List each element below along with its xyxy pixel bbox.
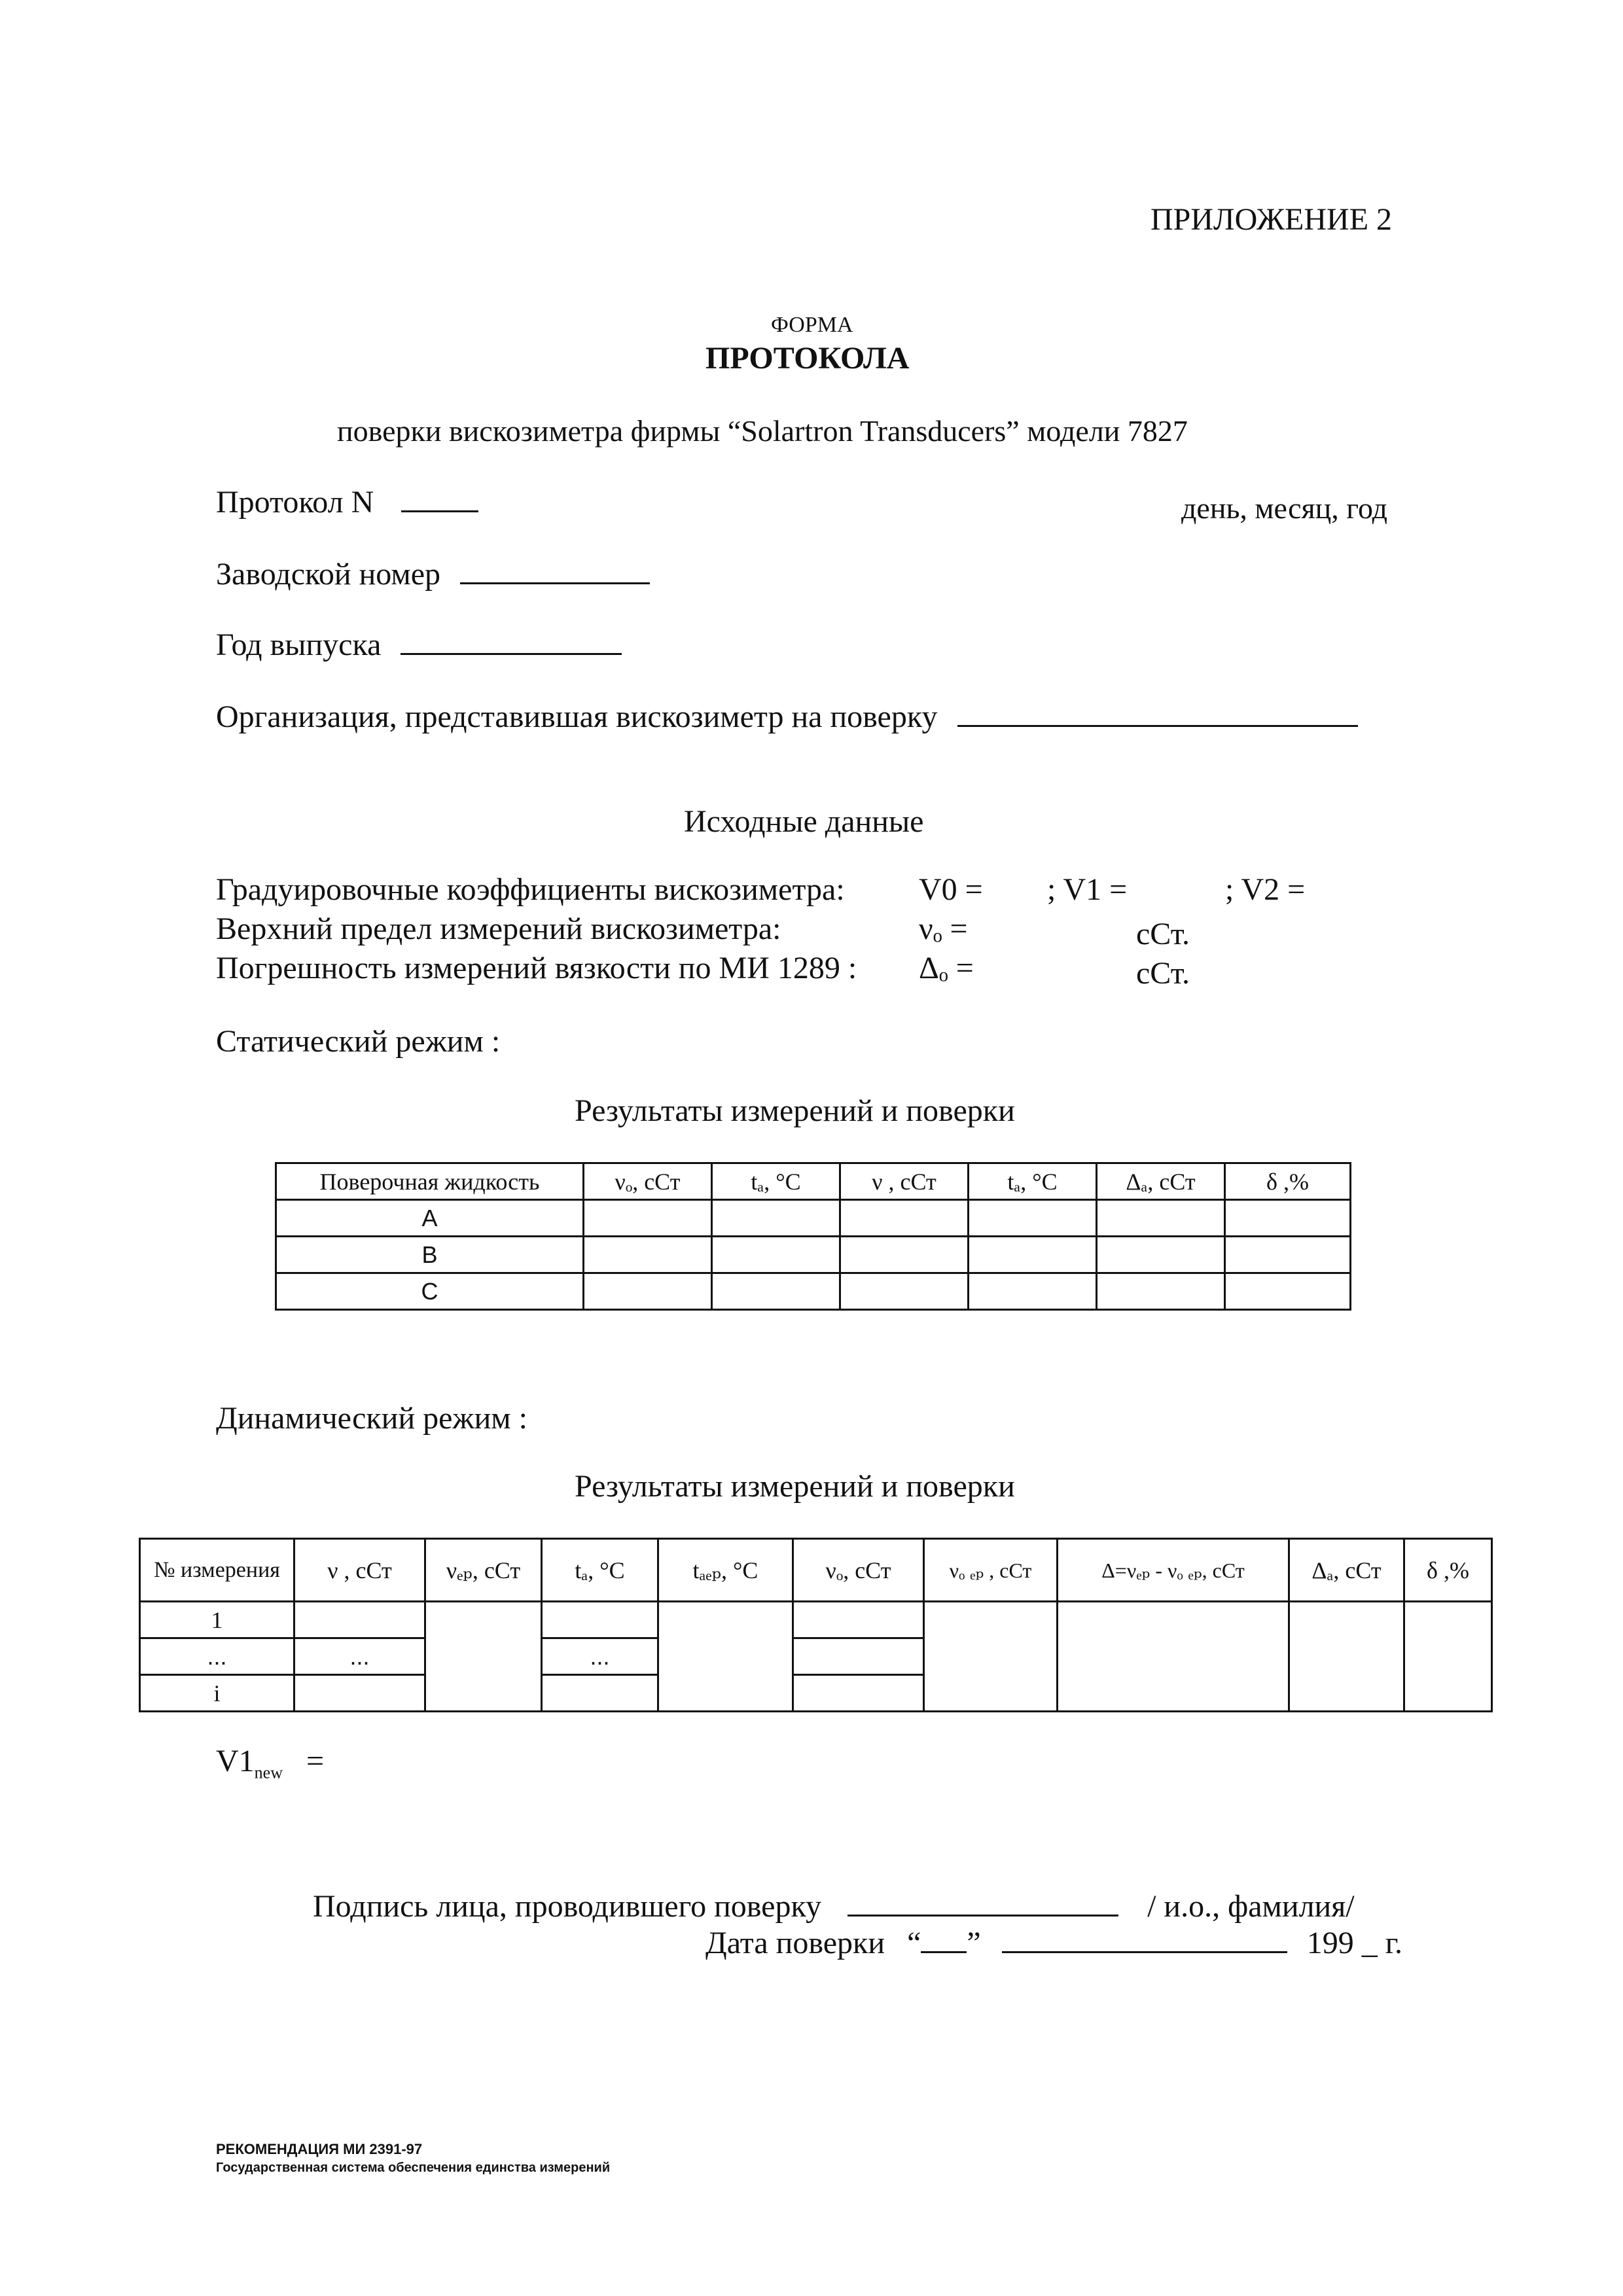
dynamic-header-cell: δ ,%	[1404, 1539, 1492, 1602]
v1-new-equals: =	[306, 1744, 325, 1778]
table-cell	[294, 1675, 425, 1712]
table-cell	[425, 1602, 542, 1712]
organization-label: Организация, представившая вискозиметр на поверку	[216, 699, 938, 734]
table-cell	[712, 1237, 840, 1273]
serial-number-line	[460, 556, 650, 584]
table-cell	[1225, 1273, 1351, 1310]
fluid-cell: А	[276, 1200, 584, 1237]
dynamic-mode-label: Динамический режим :	[216, 1401, 527, 1436]
table-cell: ...	[542, 1638, 658, 1675]
static-table-header	[276, 1163, 1351, 1200]
error-symbol: Δₒ =	[919, 951, 974, 985]
signature-label: Подпись лица, проводившего поверку	[313, 1889, 822, 1924]
dynamic-results-heading: Результаты измерений и поверки	[575, 1469, 1015, 1504]
table-row	[276, 1200, 1351, 1237]
quote-close: ”	[967, 1926, 981, 1960]
table-cell	[793, 1602, 924, 1638]
day-line	[921, 1925, 967, 1953]
appendix-label: ПРИЛОЖЕНИЕ 2	[1150, 202, 1393, 237]
static-header-cell: tₐ, °С	[969, 1163, 1097, 1200]
signature-line	[847, 1888, 1118, 1916]
static-header-cell: δ ,%	[1225, 1163, 1351, 1200]
dynamic-results-table	[139, 1538, 1493, 1712]
form-subtitle: поверки вискозиметра фирмы “Solartron Transducers” модели 7827	[337, 414, 1188, 448]
coef-v1: ; V1 =	[1047, 872, 1128, 907]
year-label: Год выпуска	[216, 627, 382, 662]
signature-name-hint: / и.о., фамилия/	[1147, 1889, 1355, 1924]
serial-number-field	[216, 556, 650, 592]
table-cell	[1225, 1237, 1351, 1273]
v1-new-field	[216, 1743, 324, 1783]
table-cell	[1404, 1602, 1492, 1712]
static-header-cell: ν , сСт	[840, 1163, 969, 1200]
month-line	[1002, 1925, 1287, 1953]
table-row	[140, 1602, 1492, 1638]
organization-field	[216, 699, 1358, 735]
dynamic-header-cell: Δₐ, сСт	[1289, 1539, 1404, 1602]
table-cell	[840, 1200, 969, 1237]
date-label: день, месяц, год	[1181, 491, 1388, 525]
static-header-cell: Δₐ, сСт	[1097, 1163, 1225, 1200]
table-cell	[840, 1237, 969, 1273]
form-title: ПРОТОКОЛА	[705, 341, 910, 376]
protocol-number-field	[216, 484, 478, 520]
dynamic-header-cell: νₒ ₑₚ , сСт	[924, 1539, 1058, 1602]
table-cell	[294, 1602, 425, 1638]
table-cell	[542, 1675, 658, 1712]
year-field	[216, 627, 622, 663]
table-cell	[542, 1602, 658, 1638]
v1-new-label: V1	[216, 1744, 255, 1778]
upper-limit-symbol: νₒ =	[919, 911, 968, 946]
upper-limit-unit: сСт.	[1136, 917, 1190, 951]
upper-limit-label: Верхний предел измерений вискозиметра:	[216, 911, 781, 946]
table-cell	[712, 1200, 840, 1237]
table-cell	[712, 1273, 840, 1310]
table-cell	[969, 1273, 1097, 1310]
table-row	[276, 1237, 1351, 1273]
table-cell	[793, 1675, 924, 1712]
year-line	[401, 627, 622, 655]
verification-date-label: Дата поверки	[705, 1926, 885, 1960]
dynamic-header-cell: tₐ, °С	[542, 1539, 658, 1602]
verification-date-field	[705, 1925, 1402, 1961]
measurement-number-cell: i	[140, 1675, 294, 1712]
static-results-table	[275, 1162, 1351, 1311]
coef-label: Градуировочные коэффициенты вискозиметра:	[216, 872, 845, 907]
organization-line	[957, 699, 1358, 727]
table-cell	[1097, 1273, 1225, 1310]
coef-v2: ; V2 =	[1225, 872, 1306, 907]
signature-field	[313, 1888, 1355, 1924]
form-label: ФОРМА	[771, 313, 853, 337]
static-header-cell: νₒ, сСт	[584, 1163, 712, 1200]
table-cell	[1097, 1200, 1225, 1237]
fluid-cell: С	[276, 1273, 584, 1310]
dynamic-header-cell: νₒ, сСт	[793, 1539, 924, 1602]
protocol-number-line	[401, 484, 478, 512]
quote-open: “	[907, 1926, 921, 1960]
static-mode-label: Статический режим :	[216, 1024, 501, 1059]
footer-recommendation: РЕКОМЕНДАЦИЯ МИ 2391-97	[216, 2141, 423, 2157]
table-cell	[584, 1200, 712, 1237]
table-cell	[793, 1638, 924, 1675]
dynamic-header-cell: № измерения	[140, 1539, 294, 1602]
table-cell	[969, 1237, 1097, 1273]
static-results-heading: Результаты измерений и поверки	[575, 1093, 1015, 1128]
dynamic-table-header	[140, 1539, 1492, 1602]
table-cell	[1058, 1602, 1289, 1712]
dynamic-header-cell: Δ=νₑₚ - νₒ ₑₚ, сСт	[1058, 1539, 1289, 1602]
table-cell	[1097, 1237, 1225, 1273]
table-cell	[1225, 1200, 1351, 1237]
static-header-cell: Поверочная жидкость	[276, 1163, 584, 1200]
year-suffix: 199 _ г.	[1306, 1926, 1402, 1960]
dynamic-header-cell: ν , сСт	[294, 1539, 425, 1602]
dynamic-header-cell: tₐₑₚ, °С	[658, 1539, 793, 1602]
protocol-number-label: Протокол N	[216, 485, 374, 520]
table-cell: ...	[294, 1638, 425, 1675]
table-cell	[1289, 1602, 1404, 1712]
fluid-cell: В	[276, 1237, 584, 1273]
static-header-cell: tₐ, °С	[712, 1163, 840, 1200]
error-label: Погрешность измерений вязкости по МИ 1289 :	[216, 951, 857, 985]
v1-new-subscript: new	[254, 1763, 283, 1782]
dynamic-header-cell: νₑₚ, сСт	[425, 1539, 542, 1602]
serial-number-label: Заводской номер	[216, 557, 441, 592]
table-cell	[840, 1273, 969, 1310]
footer-system: Государственная система обеспечения единства измерений	[216, 2161, 611, 2175]
initial-data-heading: Исходные данные	[684, 804, 924, 839]
table-cell	[969, 1200, 1097, 1237]
table-cell	[584, 1237, 712, 1273]
error-unit: сСт.	[1136, 956, 1190, 991]
measurement-number-cell: 1	[140, 1602, 294, 1638]
table-cell	[658, 1602, 793, 1712]
measurement-number-cell: ...	[140, 1638, 294, 1675]
table-cell	[924, 1602, 1058, 1712]
table-row	[276, 1273, 1351, 1310]
coef-v0: V0 =	[919, 872, 983, 907]
table-cell	[584, 1273, 712, 1310]
